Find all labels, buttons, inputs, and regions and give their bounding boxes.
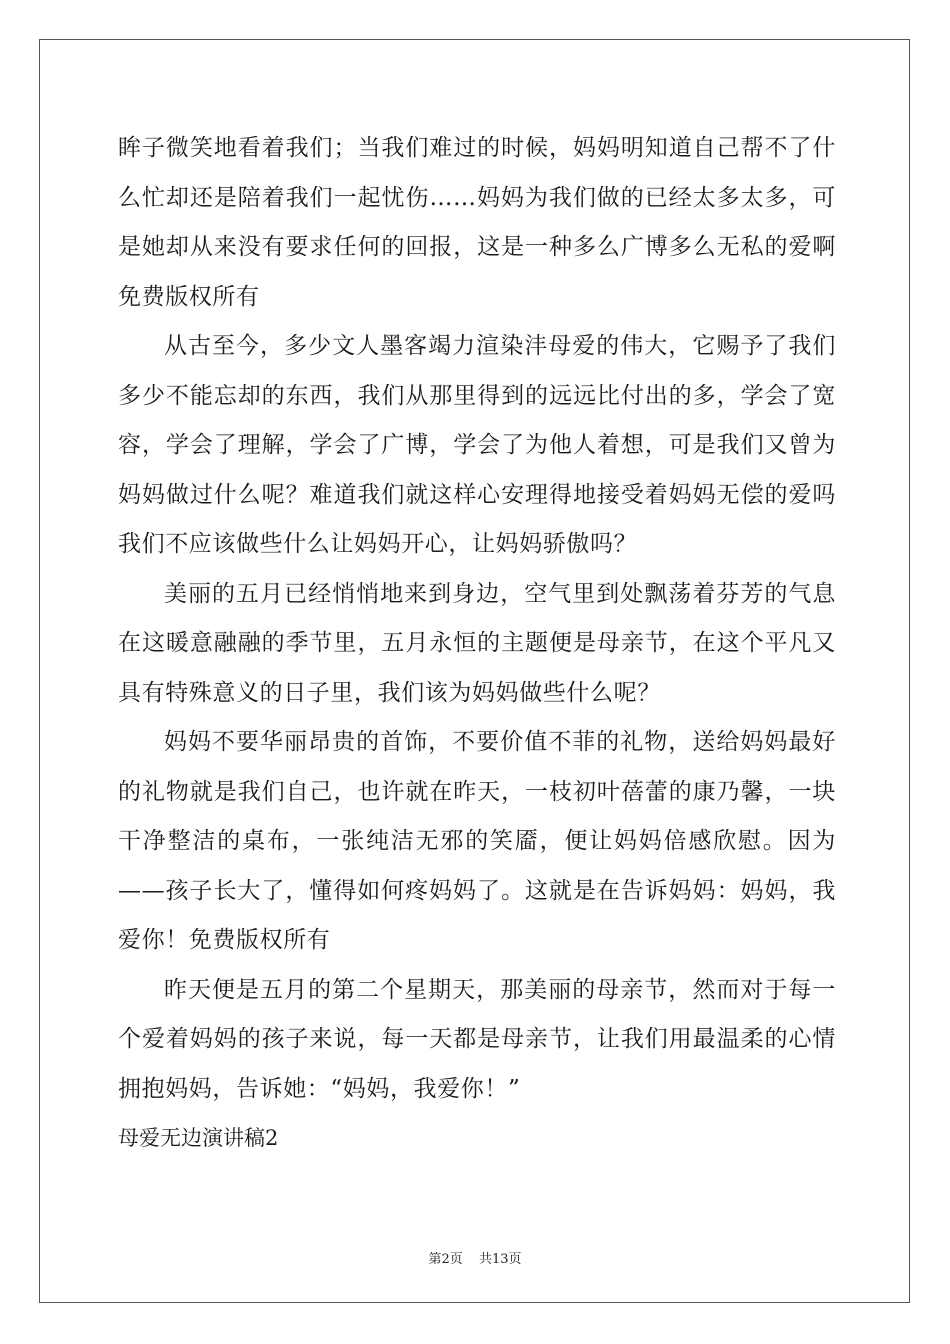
paragraph-2: 从古至今，多少文人墨客竭力渲染沣母爱的伟大，它赐予了我们多少不能忘却的东西，我们从那里得到的远远比付出的多，学会了宽容，学会了理解，学会了广博，学会了为他人着想，可是我们又曾为妈妈做过什么呢？难道我们就这样心安理得地接受着妈妈无偿的爱吗我们不应该做些什么让妈妈开心，让妈妈骄傲吗？ — [118, 333, 836, 557]
paragraph-5: 昨天便是五月的第二个星期天，那美丽的母亲节，然而对于每一个爱着妈妈的孩子来说，每一天都是母亲节，让我们用最温柔的心情拥抱妈妈，告诉她：“妈妈，我爱你！” — [118, 976, 836, 1102]
paragraph-4: 妈妈不要华丽昂贵的首饰，不要价值不菲的礼物，送给妈妈最好的礼物就是我们自己，也许就在昨天，一枝初叶蓓蕾的康乃馨，一块干净整洁的桌布，一张纯洁无邪的笑靥，便让妈妈倍感欣慰。因为——孩子长大了，懂得如何疼妈妈了。这就是在告诉妈妈：妈妈，我爱你！免费版权所有 — [118, 729, 836, 953]
page-total: 共13页 — [478, 1252, 522, 1267]
paragraph-1: 眸子微笑地看着我们；当我们难过的时候，妈妈明知道自己帮不了什么忙却还是陪着我们一起忧伤……妈妈为我们做的已经太多太多，可是她却从来没有要求任何的回报，这是一种多么广博多么无私的爱啊免费版权所有 — [118, 135, 836, 310]
page-number: 第2页 — [428, 1252, 463, 1267]
paragraph-3: 美丽的五月已经悄悄地来到身边，空气里到处飘荡着芬芳的气息在这暖意融融的季节里，五月永恒的主题便是母亲节，在这个平凡又具有特殊意义的日子里，我们该为妈妈做些什么呢？ — [118, 580, 836, 706]
document-body — [118, 124, 836, 1164]
section-heading: 母爱无边演讲稿2 — [118, 1126, 279, 1150]
page-footer — [0, 1248, 950, 1267]
